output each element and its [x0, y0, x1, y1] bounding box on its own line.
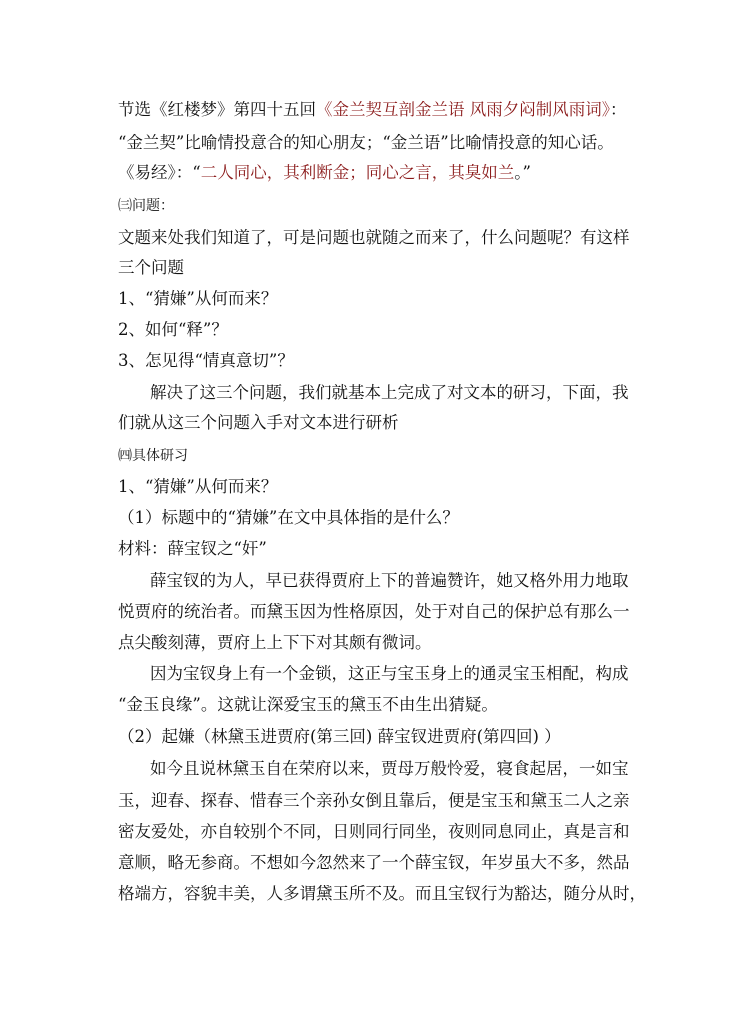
subheading-line: （2）起嫌（林黛玉进贾府(第三回) 薛宝钗进贾府(第四回) ） — [118, 727, 561, 746]
yijing-quote: 二人同心，其利断金；同心之言，其臭如兰 — [200, 163, 515, 182]
section-heading-study: ㈣具体研习 — [118, 448, 188, 464]
paragraph-line: 解决了这三个问题，我们就基本上完成了对文本的研习，下面，我 — [150, 383, 629, 402]
subheading-line: （1）标题中的“猜嫌”在文中具体指的是什么？ — [118, 508, 459, 527]
yijing-suffix: 。” — [514, 163, 531, 182]
paragraph-line: “金玉良缘”。这就让深爱宝玉的黛玉不由生出猜疑。 — [118, 695, 498, 714]
text-line-jinlan-meaning: “金兰契”比喻情投意合的知心朋友；“金兰语”比喻情投意的知心话。 — [118, 133, 614, 152]
paragraph-line: 点尖酸刻薄，贾府上上下下对其颇有微词。 — [118, 633, 432, 652]
text-line-yijing-quote — [118, 163, 531, 183]
chapter-prefix: 节选《红楼梦》第四十五回 — [118, 100, 316, 119]
paragraph-line: 们就从这三个问题入手对文本进行研析 — [118, 413, 399, 432]
paragraph-line: 如今且说林黛玉自在荣府以来，贾母万般怜爱，寝食起居，一如宝 — [150, 759, 629, 778]
paragraph-line: 文题来处我们知道了，可是问题也就随之而来了，什么问题呢？有这样 — [118, 228, 630, 247]
material-label: 材料：薛宝钗之“奸” — [118, 539, 267, 558]
question-item-1: 1、“猜嫌”从何而来？ — [118, 289, 278, 308]
paragraph-line: 玉，迎春、探春、惜春三个亲孙女倒且靠后，便是宝玉和黛玉二人之亲 — [118, 791, 630, 810]
chapter-title: 《金兰契互剖金兰语 风雨夕闷制风雨词》 — [316, 100, 610, 119]
yijing-prefix: 《易经》：“ — [118, 163, 201, 182]
question-item-3: 3、怎见得“情真意切”？ — [118, 351, 294, 370]
subheading-line: 1、“猜嫌”从何而来？ — [118, 477, 278, 496]
paragraph-line: 三个问题 — [118, 258, 184, 277]
section-heading-questions: ㈢问题： — [118, 198, 174, 214]
paragraph-line: 格端方，容貌丰美，人多谓黛玉所不及。而且宝钗行为豁达，随分从时， — [118, 884, 646, 903]
question-item-2: 2、如何“释”？ — [118, 320, 228, 339]
paragraph-line: 意顺，略无参商。不想如今忽然来了一个薛宝钗，年岁虽大不多，然品 — [118, 853, 630, 872]
paragraph-line: 密友爱处，亦自较别个不同，日则同行同坐，夜则同息同止，真是言和 — [118, 822, 630, 841]
paragraph-line: 悦贾府的统治者。而黛玉因为性格原因，处于对自己的保护总有那么一 — [118, 602, 630, 621]
text-line-chapter-source — [118, 100, 627, 120]
paragraph-line: 薛宝钗的为人，早已获得贾府上下的普遍赞许，她又格外用力地取 — [150, 571, 629, 590]
chapter-colon: ： — [610, 100, 627, 119]
paragraph-line: 因为宝钗身上有一个金锁，这正与宝玉身上的通灵宝玉相配，构成 — [150, 664, 629, 683]
